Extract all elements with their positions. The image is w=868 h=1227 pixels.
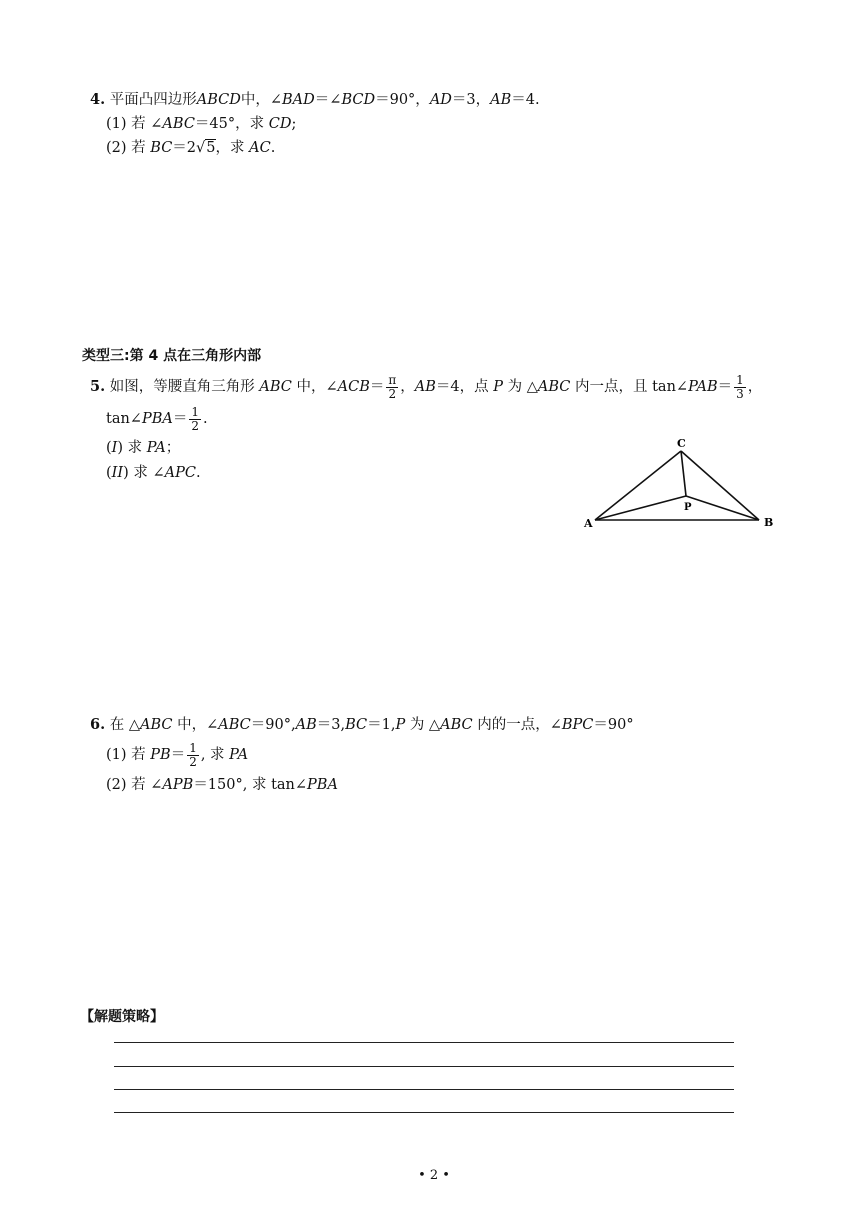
label-A: A <box>584 517 593 530</box>
text: 如图，等腰直角三角形 <box>109 379 260 395</box>
text: ，求 <box>215 140 250 156</box>
math-var: ACB <box>337 379 370 395</box>
edge-AP <box>595 496 686 520</box>
math-var: ABC <box>140 717 173 733</box>
text: . <box>196 465 201 481</box>
radicand: 5 <box>206 140 216 156</box>
math-var: AB <box>414 379 436 395</box>
text: ＝ <box>170 747 186 763</box>
q6-stem <box>90 715 634 735</box>
math-var: PAB <box>688 379 718 395</box>
answer-line <box>114 1042 734 1043</box>
math-var: BAD <box>282 92 315 108</box>
math-var: ABC <box>218 717 251 733</box>
q5-stem <box>90 372 762 402</box>
text: 内的一点，∠ <box>472 717 562 733</box>
math-var: ABC <box>259 379 292 395</box>
math-var: ABCD <box>196 92 241 108</box>
text: ＝ <box>717 379 733 395</box>
text: ＝3， <box>451 92 491 108</box>
page-number: • 2 • <box>418 1168 450 1183</box>
q6-number: 6. <box>90 716 106 733</box>
q4-part1 <box>106 114 296 134</box>
text: ＝4，点 <box>435 379 494 395</box>
text: 中，∠ <box>172 717 219 733</box>
numerator: 1 <box>736 372 744 387</box>
math-var: ABC <box>162 116 195 132</box>
math-var: AB <box>295 717 317 733</box>
denominator: 2 <box>388 386 397 401</box>
math-var: PBA <box>307 777 338 793</box>
text: 为 △ <box>503 379 538 395</box>
text: ＝2 <box>172 140 197 156</box>
text: . <box>203 411 208 427</box>
text: 平面凸四边形 <box>109 92 197 108</box>
denominator: 2 <box>191 418 199 433</box>
text: (2) 若 ∠ <box>106 777 163 793</box>
edge-CB <box>681 451 759 520</box>
text: (2) 若 <box>106 140 151 156</box>
q4-part2: (2) 若 BC＝2√5，求 AC. <box>106 140 276 156</box>
text: ＝90°, <box>250 717 296 733</box>
text: ＝150°, 求 tan∠ <box>193 777 308 793</box>
q6-part1 <box>106 740 248 770</box>
text: 中，∠ <box>240 92 283 108</box>
numerator: 1 <box>191 404 199 419</box>
text: ＝45°，求 <box>194 116 269 132</box>
math-var: PA <box>229 747 249 763</box>
text: ) 求 ∠ <box>123 465 165 481</box>
q5-number: 5. <box>90 378 106 395</box>
denominator: 2 <box>189 754 197 769</box>
denominator: 3 <box>736 386 744 401</box>
label-P: P <box>684 502 692 513</box>
text: ( <box>106 440 112 456</box>
text: ， <box>400 379 415 395</box>
text: . <box>270 140 276 156</box>
math-var: CD <box>268 116 292 132</box>
text: ) 求 <box>117 440 147 456</box>
math-var: ABC <box>537 379 571 395</box>
text: tan∠ <box>106 411 142 427</box>
math-var: II <box>111 465 124 481</box>
strategy-title: 【解题策略】 <box>80 1009 164 1025</box>
math-var: AC <box>249 140 271 156</box>
math-var: BC <box>345 717 368 733</box>
math-var: I <box>111 440 118 456</box>
math-var: ABC <box>440 717 473 733</box>
edge-AC <box>595 451 681 520</box>
math-var: AB <box>490 92 512 108</box>
fraction <box>187 742 199 769</box>
math-var: PB <box>150 747 171 763</box>
q5-part1 <box>106 438 180 458</box>
text: ＝4. <box>511 92 540 108</box>
q5-line2 <box>106 404 208 434</box>
answer-line <box>114 1112 734 1113</box>
math-var: P <box>493 379 503 395</box>
text: , 求 <box>200 747 230 763</box>
q4-stem <box>90 90 540 110</box>
q5-part2 <box>106 463 201 483</box>
text: ＝3, <box>316 717 346 733</box>
text: ＝1, <box>367 717 396 733</box>
label-C: C <box>677 437 686 450</box>
math-var: PA <box>146 440 166 456</box>
triangle-figure <box>578 432 788 537</box>
text: 中，∠ <box>291 379 338 395</box>
fraction <box>189 406 201 433</box>
math-var: AD <box>429 92 452 108</box>
math-var: APC <box>164 465 196 481</box>
text: ； <box>165 440 181 456</box>
math-var: BPC <box>561 717 594 733</box>
answer-line <box>114 1066 734 1067</box>
text: (1) 若 <box>106 747 151 763</box>
label-B: B <box>764 516 774 529</box>
math-var: BCD <box>341 92 376 108</box>
text: (1) 若 ∠ <box>106 116 163 132</box>
numerator: π <box>388 372 397 387</box>
text: ＝90° <box>593 717 634 733</box>
text: 为 △ <box>405 717 441 733</box>
q6-part2 <box>106 775 338 795</box>
fraction <box>386 374 398 401</box>
text: ＝90°， <box>375 92 430 108</box>
math-var: BC <box>150 140 173 156</box>
numerator: 1 <box>189 740 197 755</box>
text: ＝ <box>369 379 385 395</box>
text: ; <box>291 116 297 132</box>
edge-CP <box>681 451 686 496</box>
math-var: P <box>395 717 406 733</box>
answer-line <box>114 1089 734 1090</box>
text: ( <box>106 465 112 481</box>
text: ＝ <box>172 411 188 427</box>
edge-PB <box>686 496 759 520</box>
fraction <box>734 374 746 401</box>
math-var: APB <box>162 777 194 793</box>
text: 在 △ <box>109 717 141 733</box>
section-title: 类型三:第 4 点在三角形内部 <box>82 348 262 364</box>
q4-number: 4. <box>90 91 106 108</box>
text: ＝∠ <box>314 92 342 108</box>
math-var: PBA <box>141 411 173 427</box>
text: 内一点，且 tan∠ <box>570 379 689 395</box>
text: ， <box>747 379 763 395</box>
